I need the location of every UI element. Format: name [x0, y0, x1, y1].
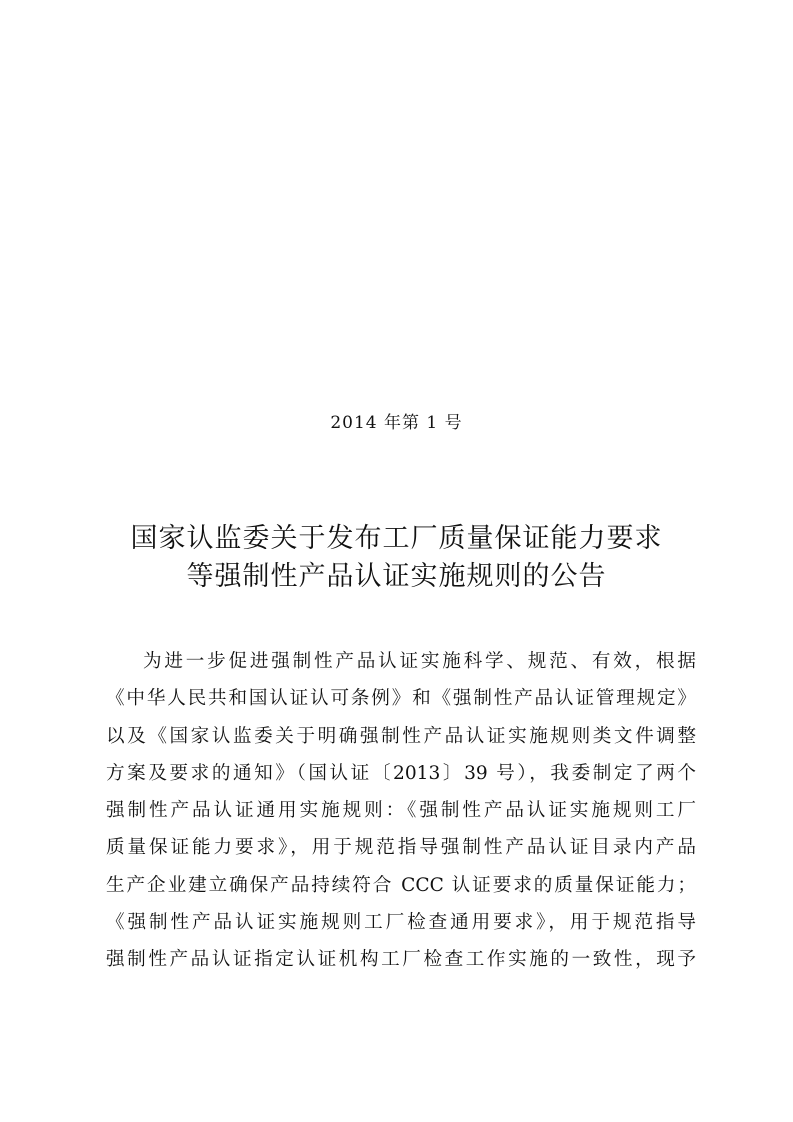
body-paragraph	[106, 643, 696, 979]
body-line-9: 强制性产品认证指定认证机构工厂检查工作实施的一致性，现予	[106, 949, 696, 971]
title-line-1: 国家认监委关于发布工厂质量保证能力要求	[130, 523, 663, 554]
body-line-1: 为进一步促进强制性产品认证实施科学、规范、有效，根据	[143, 651, 696, 672]
body-line-2: 《中华人民共和国认证认可条例》和《强制性产品认证管理规定》	[106, 688, 696, 710]
document-number: 2014 年第 1 号	[330, 413, 463, 433]
body-line-6: 质量保证能力要求》，用于规范指导强制性产品认证目录内产品	[106, 837, 696, 859]
body-line-4: 方案及要求的通知》（国认证〔2013〕39 号），我委制定了两个	[106, 762, 696, 784]
title-line-2: 等强制性产品认证实施规则的公告	[186, 561, 607, 592]
body-line-8: 《强制性产品认证实施规则工厂检查通用要求》，用于规范指导	[106, 912, 696, 934]
body-line-5: 强制性产品认证通用实施规则：《强制性产品认证实施规则工厂	[106, 800, 696, 822]
body-line-7: 生产企业建立确保产品持续符合 CCC 认证要求的质量保证能力；	[106, 874, 696, 896]
document-title	[60, 520, 733, 596]
body-line-3: 以及《国家认监委关于明确强制性产品认证实施规则类文件调整	[106, 725, 696, 747]
